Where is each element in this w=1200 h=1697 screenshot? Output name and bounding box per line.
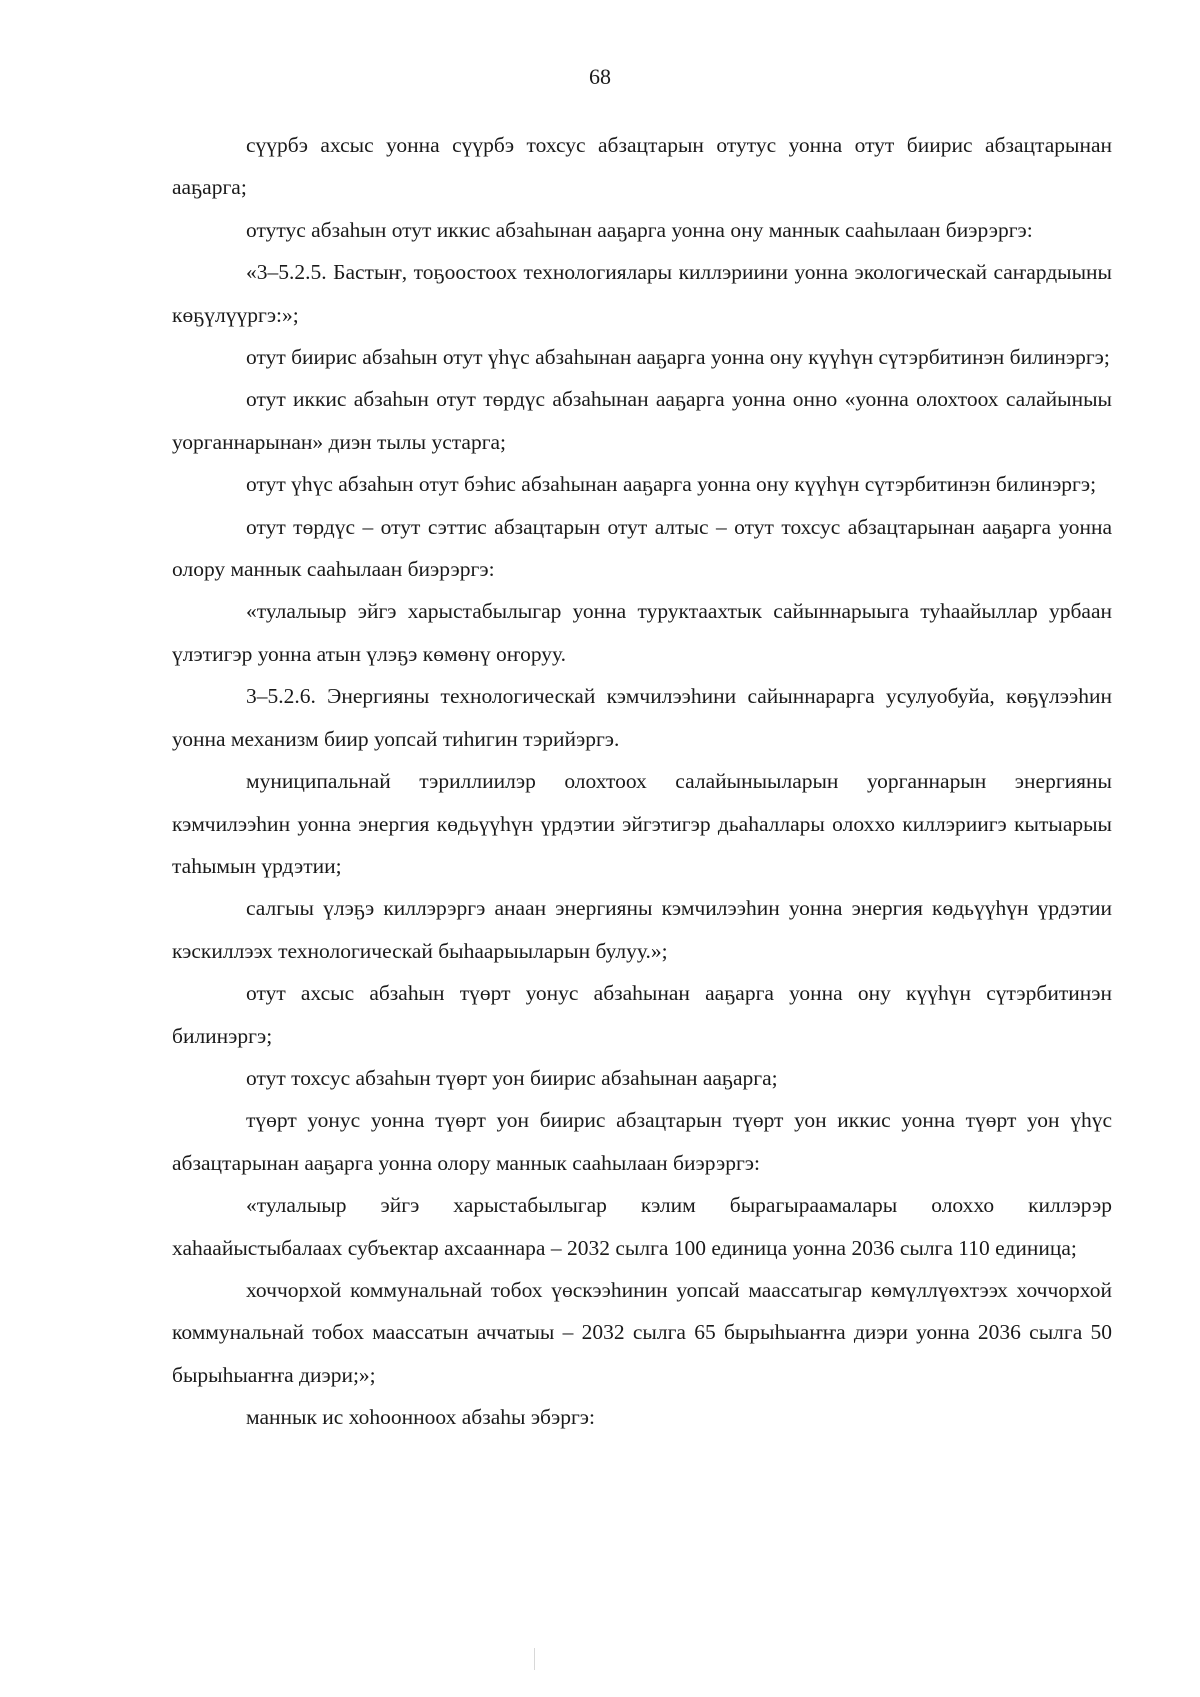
paragraph: отут тохсус абзаһын түөрт уон биирис абзаһынан ааҕарга; bbox=[246, 1065, 778, 1090]
paragraph: отутус абзаһын отут иккис абзаһынан ааҕарга уонна ону маннык сааһылаан биэрэргэ: bbox=[246, 217, 1033, 242]
paragraph: хоччорхой коммунальнай тобох үөскээһинин уопсай маассатыгар көмүллүөхтээх хоччорхой коммунальнай тобох маассатын аччатыы – 2032 сылга 65 бырыһыаҥҥа диэри уонна 2036 сылга 50 бырыһыаҥҥа диэри;»; bbox=[172, 1277, 1112, 1387]
paragraph: отут төрдүс – отут сэттис абзацтарын отут алтыс – отут тохсус абзацтарынан ааҕарга уонна олору маннык сааһылаан биэрэргэ: bbox=[172, 514, 1112, 582]
paragraph: маннык ис хоһоонноох абзаһы эбэргэ: bbox=[246, 1405, 595, 1430]
paragraph: «3–5.2.5. Бастыҥ, тоҕоостоох технологиялары киллэриини уонна экологическай саҥардыыны көҕүлүүргэ:»; bbox=[172, 260, 1112, 327]
paragraph: сүүрбэ ахсыс уонна сүүрбэ тохсус абзацтарын отутус уонна отут биирис абзацтарынан ааҕарга; bbox=[172, 133, 1112, 200]
paragraph: отут үһүс абзаһын отут бэһис абзаһынан ааҕарга уонна ону күүһүн сүтэрбитинэн билинэргэ; bbox=[246, 472, 1097, 497]
paragraph: муниципальнай тэриллиилэр олохтоох салайыныыларын уорганнарын энергияны кэмчилээһин уонна энергия көдьүүһүн үрдэтии эйгэтигэр дьаһаллары олоххо киллэриигэ кытыарыы таһымын үрдэтии; bbox=[172, 769, 1112, 878]
paragraph: 3–5.2.6. Энергияны технологическай кэмчилээһини сайыннарарга усулуобуйа, көҕүлээһин уонна механизм биир уопсай тиһигин тэрийэргэ. bbox=[172, 684, 1112, 751]
paragraph: «тулалыыр эйгэ харыстабылыгар уонна туруктаахтык сайыннарыыга туһаайыллар урбаан үлэтигэр уонна атын үлэҕэ көмөнү оҥоруу. bbox=[172, 599, 1112, 666]
page-number: 68 bbox=[589, 64, 611, 89]
paragraph: отут биирис абзаһын отут үһүс абзаһынан ааҕарга уонна ону күүһүн сүтэрбитинэн билинэргэ; bbox=[246, 345, 1110, 370]
scan-mark bbox=[534, 1648, 535, 1670]
paragraph: салгыы үлэҕэ киллэрэргэ анаан энергияны кэмчилээһин уонна энергия көдьүүһүн үрдэтии кэскиллээх технологическай быһаарыыларын булуу.»; bbox=[172, 896, 1112, 963]
paragraph: отут иккис абзаһын отут төрдүс абзаһынан ааҕарга уонна онно «уонна олохтоох салайыныы уорганнарынан» диэн тылы устарга; bbox=[172, 387, 1112, 454]
paragraph: отут ахсыс абзаһын түөрт уонус абзаһынан ааҕарга уонна ону күүһүн сүтэрбитинэн билинэргэ; bbox=[172, 981, 1112, 1048]
body-text bbox=[172, 124, 1112, 1439]
paragraph: «тулалыыр эйгэ харыстабылыгар кэлим бырагыраамалары олоххо киллэрэр хаһаайыстыбалаах субъектар ахсааннара – 2032 сылга 100 единица уонна 2036 сылга 110 единица; bbox=[172, 1193, 1112, 1260]
paragraph: түөрт уонус уонна түөрт уон биирис абзацтарын түөрт уон иккис уонна түөрт уон үһүс абзацтарынан ааҕарга уонна олору маннык сааһылаан биэрэргэ: bbox=[172, 1108, 1112, 1175]
